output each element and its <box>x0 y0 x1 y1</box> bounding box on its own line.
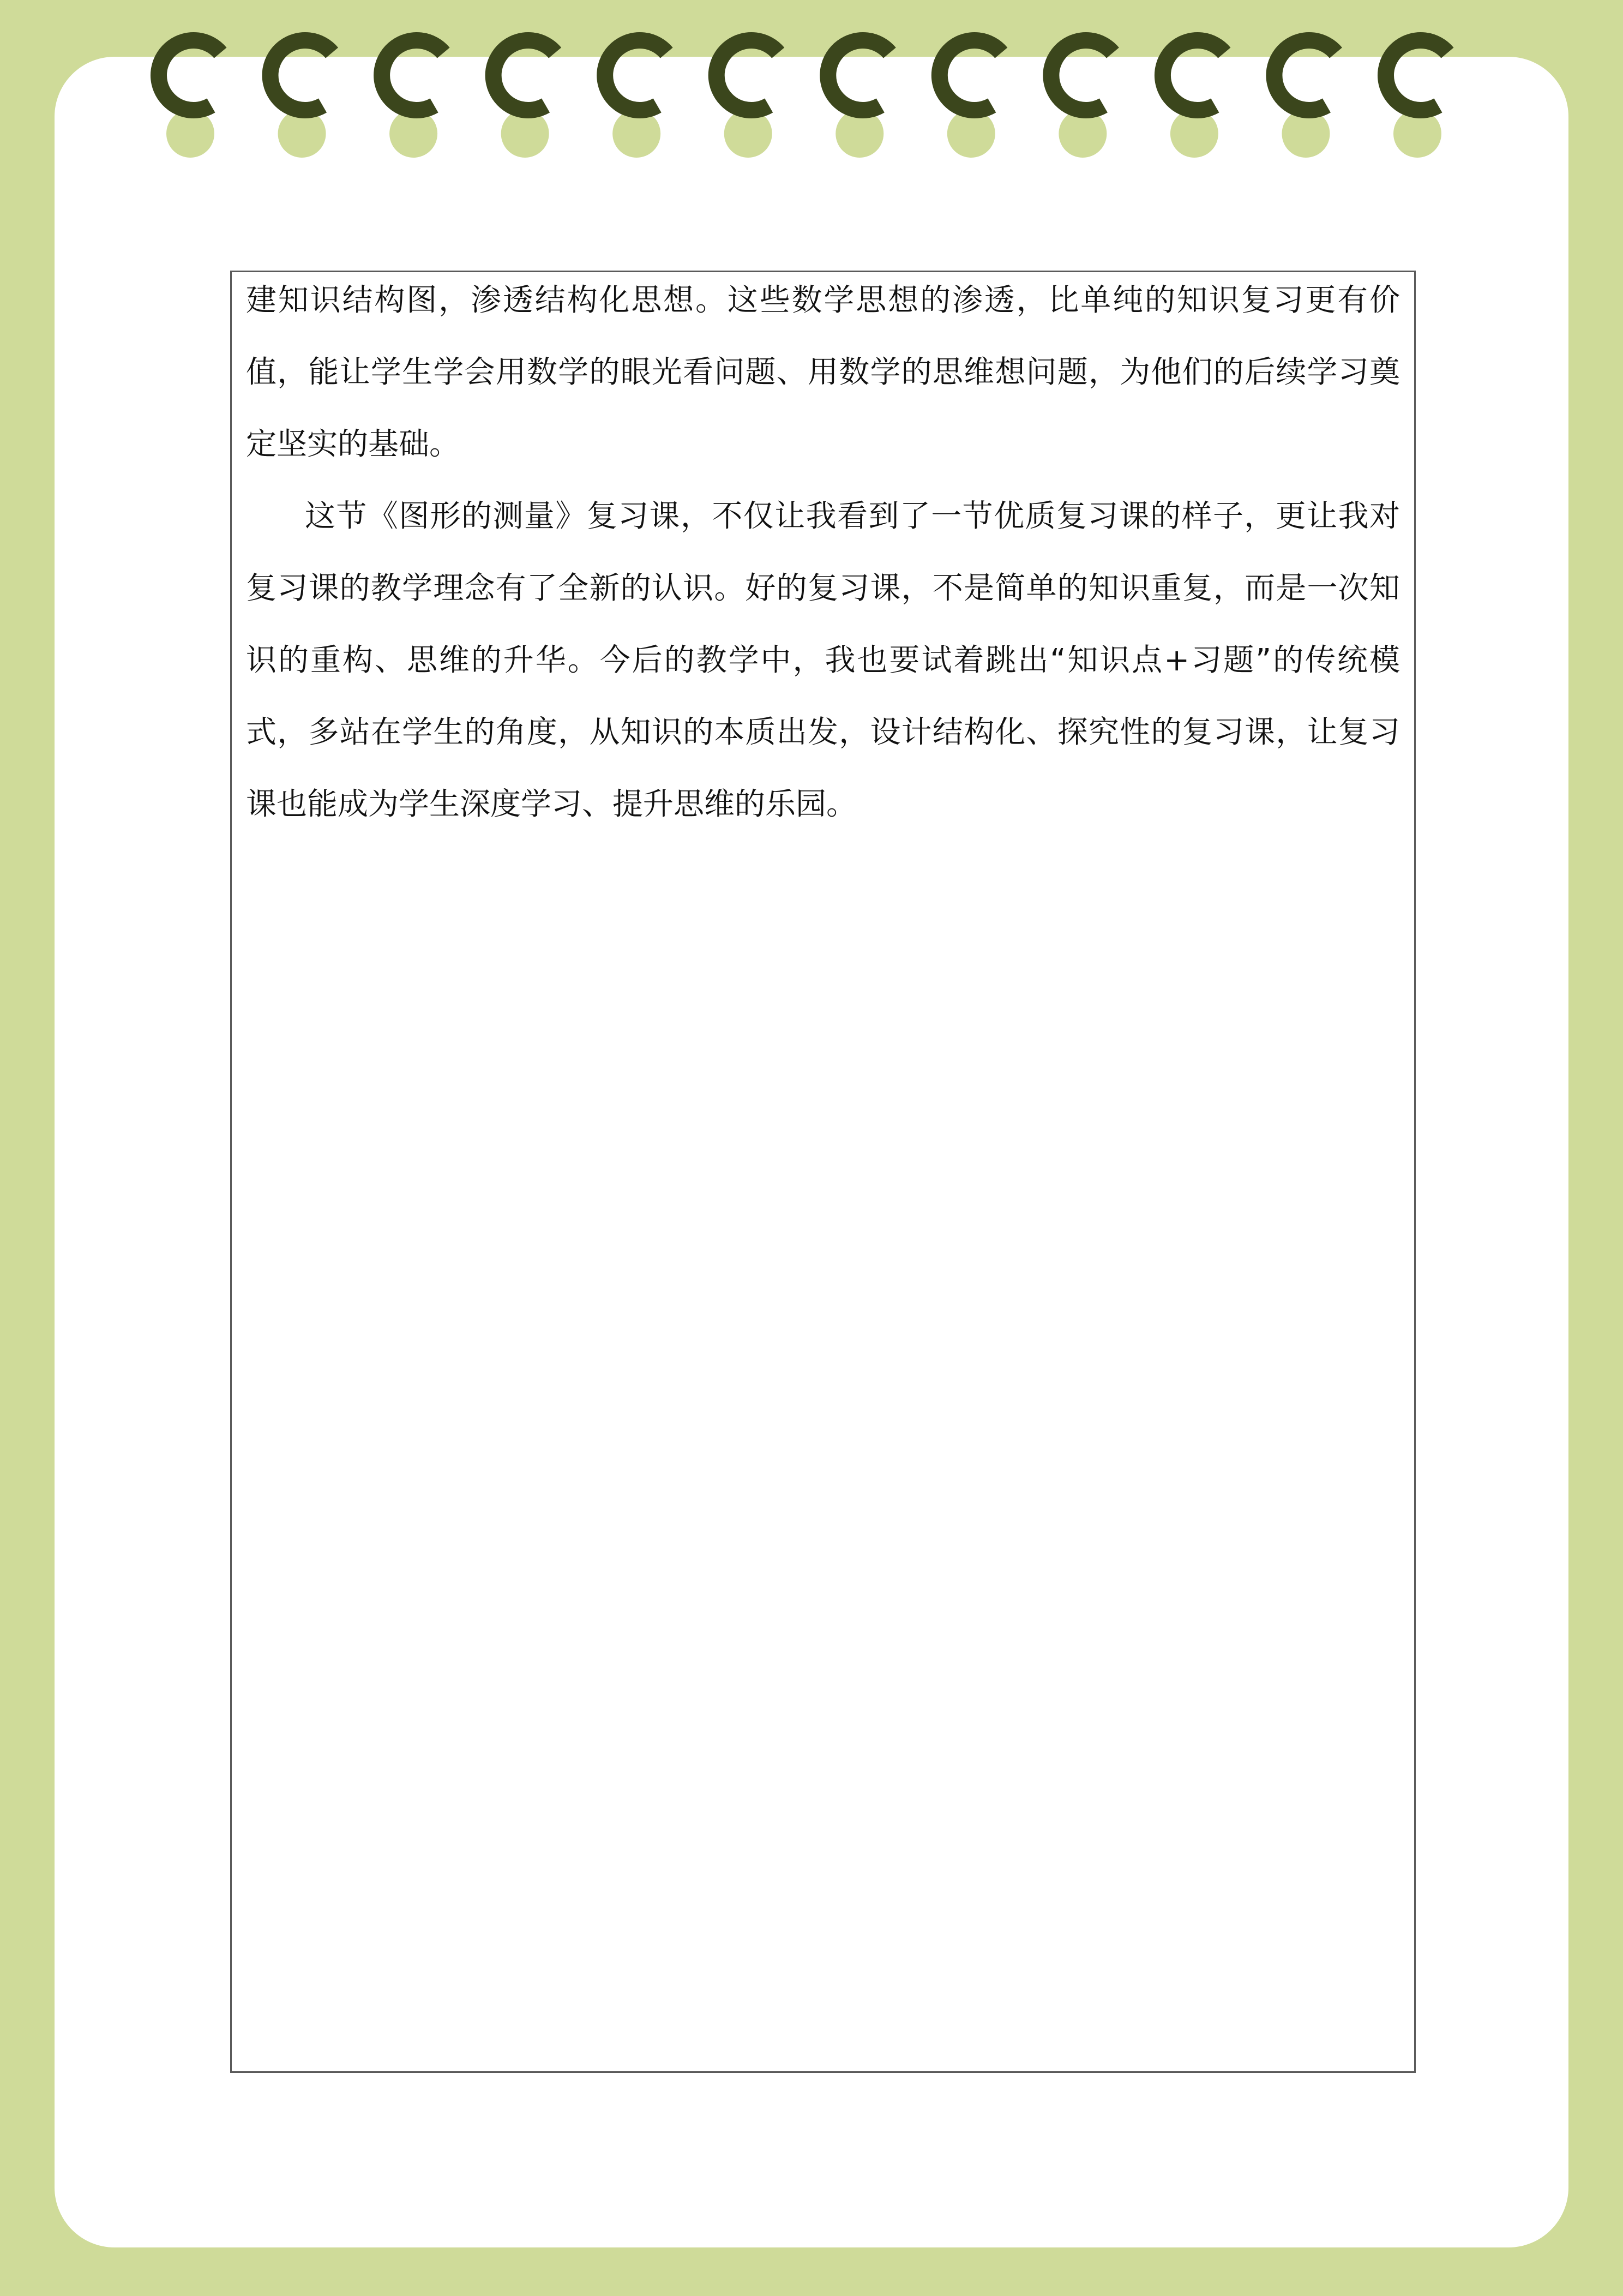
spiral-ring-icon <box>1163 40 1224 110</box>
binding-hole <box>835 110 883 158</box>
spiral-ring-icon <box>382 40 443 110</box>
binding-hole <box>1059 110 1107 158</box>
binding-hole <box>724 110 772 158</box>
spiral-ring-icon <box>1274 40 1336 110</box>
spiral-ring-icon <box>605 40 666 110</box>
spiral-ring-icon <box>940 40 1001 110</box>
spiral-ring-icon <box>494 40 555 110</box>
binding-hole <box>389 110 437 158</box>
paragraph-2: 这节《图形的测量》复习课，不仅让我看到了一节优质复习课的样子，更让我对复习课的教学理念有了全新的认识。好的复习课，不是简单的知识重复，而是一次知识的重构、思维的升华。今后的教学中，我也要试着跳出“知识点+习题”的传统模式，多站在学生的角度，从知识的本质出发，设计结构化、探究性的复习课，让复习课也能成为学生深度学习、提升思维的乐园。 <box>246 499 1400 822</box>
spiral-ring-icon <box>1386 40 1447 110</box>
paragraph-1: 建知识结构图，渗透结构化思想。这些数学思想的渗透，比单纯的知识复习更有价值，能让学生学会用数学的眼光看问题、用数学的思维想问题，为他们的后续学习奠定坚实的基础。 <box>246 283 1400 462</box>
binding-hole <box>501 110 549 158</box>
spiral-binding <box>0 0 1623 164</box>
binding-hole <box>1393 110 1441 158</box>
text-frame <box>230 271 1416 2073</box>
binding-hole <box>1170 110 1218 158</box>
binding-hole <box>947 110 995 158</box>
spiral-ring-icon <box>828 40 889 110</box>
spiral-ring-icon <box>270 40 332 110</box>
spiral-ring-icon <box>159 40 220 110</box>
binding-hole <box>278 110 326 158</box>
spiral-ring-icon <box>717 40 778 110</box>
binding-hole <box>1282 110 1330 158</box>
binding-hole <box>612 110 660 158</box>
spiral-ring-icon <box>1051 40 1113 110</box>
binding-hole <box>166 110 214 158</box>
